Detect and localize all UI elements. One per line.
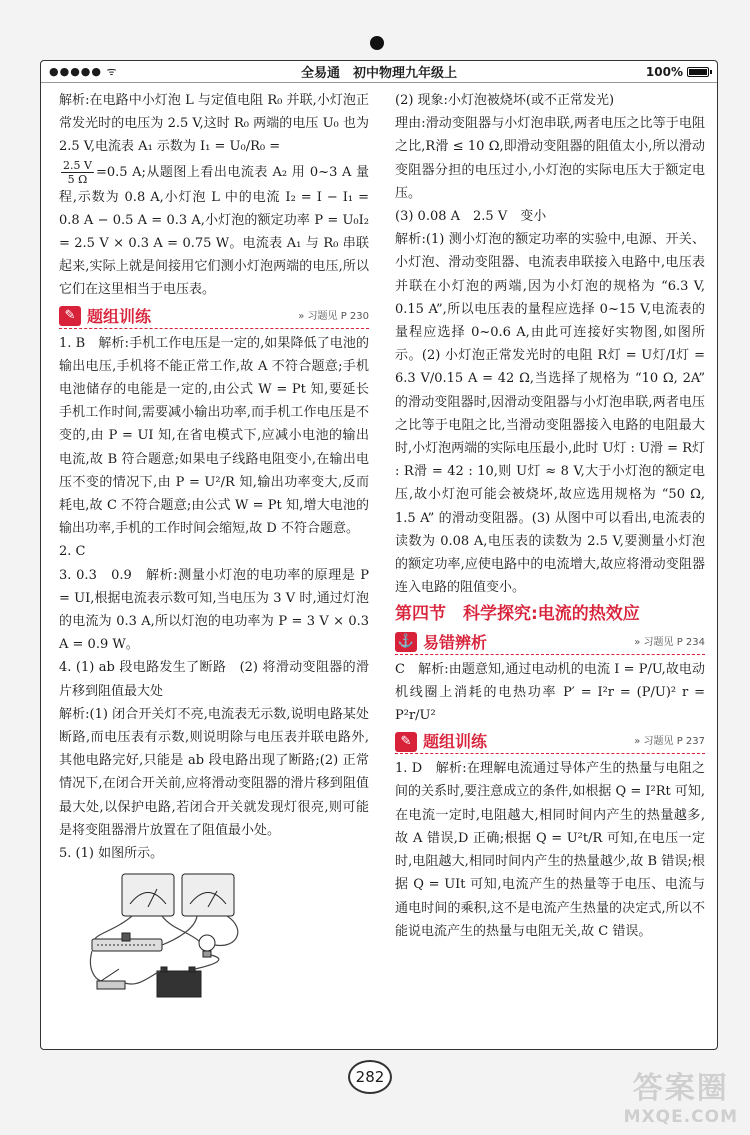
analysis-text-cont: =0.5 A;从题图上看出电流表 A₂ 用 0~3 A 量程,示数为 0.8 A,小灯泡 L 中的电流 I₂ = I − I₁ = 0.8 A − 0.5 A = 0.3 A,小灯泡的额定功率 P = U₀I₂ = 2.5 V × 0.3 A = 0.75 W。电流表 A₁ 与 R₀ 串联起来,实际上就是间接用它们测小灯泡两端的电压,所以它们在这里相当于电压表。 — [59, 164, 369, 298]
status-bar — [41, 61, 717, 83]
exercise-reference: » 习题见 P 230 — [298, 310, 369, 322]
watermark-logo: 答案圈 MXQE.COM — [623, 1071, 738, 1127]
section-title: 题组训练 — [87, 306, 152, 326]
section-title: 题组训练 — [423, 732, 488, 752]
section-header-errors — [395, 631, 705, 655]
page-number: 282 — [348, 1060, 392, 1094]
right-column — [395, 89, 705, 943]
analysis-paragraph — [59, 89, 369, 159]
voltmeter-icon — [122, 874, 174, 916]
practice-answer-1: 1. D 解析:在理解电流通过导体产生的热量与电阻之间的关系时,要注意成立的条件,如根据 Q = I²Rt 可知,在电流一定时,电阻越大,相同时间内产生的热量越多,故 A 错误,D 正确;根据 Q = U²t/R 可知,在电压一定时,电阻越大,相同时间内产生的热量越少,故 B 错误;根据 Q = UIt 可知,电流产生的热量等于电压、电流与通电时间的乘积,这不是电流产生热量的决定式,所以不能说电流产生的热量与电阻无关,故 C 错误。 — [395, 761, 705, 939]
battery-icon — [687, 67, 709, 77]
analysis-paragraph-cont — [59, 159, 369, 302]
battery-percent: 100% — [645, 64, 683, 79]
lightbulb-icon — [199, 935, 215, 957]
analysis-text: 解析:在电路中小灯泡 L 与定值电阻 R₀ 并联,小灯泡正常发光时的电压为 2.5 V,这时 R₀ 两端的电压 U₀ 也为 2.5 V,电流表 A₁ 示数为 I₁ = U₀/R₀ = — [59, 93, 369, 155]
pencil-icon: ✎ — [59, 306, 81, 326]
answer-5: 5. (1) 如图所示。 — [59, 846, 164, 862]
phenomenon: (2) 现象:小灯泡被烧坏(或不正常发光) — [395, 93, 615, 108]
answer-4-analysis: 解析:(1) 闭合开关灯不亮,电流表无示数,说明电路某处断路,而电压表有示数,则说明除与电压表并联电路外,其他电路完好,只能是 ab 段电路出现了断路;(2) 正常情况下,在闭合开关前,应将滑动变阻器的滑片移到阻值最大处,以保护电路,若闭合开关就发现灯很亮,则可能是将变阻器滑片放置在了阻值最小处。 — [59, 706, 369, 838]
switch-icon — [97, 969, 125, 989]
rheostat-icon — [92, 933, 162, 951]
exercise-reference: » 习题见 P 234 — [634, 636, 705, 648]
section-header-practice — [59, 305, 369, 329]
reason: 理由:滑动变阻器与小灯泡串联,两者电压之比等于电阻之比,R滑 ≤ 10 Ω,即滑动变阻器的阻值太小,所以滑动变阻器分担的电压过小,小灯泡的实际电压大于额定电压。 — [395, 116, 705, 201]
book-title: 全易通 初中物理九年级上 — [300, 66, 457, 81]
answer-2: 2. C — [59, 544, 86, 560]
answer-1: 1. B 解析:手机工作电压是一定的,如果降低了电池的输出电压,手机将不能正常工作,故 A 不符合题意;手机电池储存的电能是一定的,由公式 W = Pt 知,要延长手机工作时间,需要减小输出功率,而手机工作电压是不变的,由 P = UI 知,在省电模式下,应减小电池的输出电流,故 B 符合题意;如果电子线路电阻变小,在输出电压不变的情况下,由 P = U²/R 知,输出功率变大,反而耗电,故 C 不符合题意;由公式 W = Pt 知,增大电池的输出功率,手机的工作时间会缩短,故 D 不符合题意。 — [59, 335, 369, 537]
anchor-icon: ⚓ — [395, 632, 417, 652]
detailed-analysis: 解析:(1) 测小灯泡的额定功率的实验中,电源、开关、小灯泡、滑动变阻器、电流表串联接入电路中,电压表并联在小灯泡的两端,因为小灯泡的规格为 “6.3 V, 0.15 A”,所以电压表的量程应选择 0~15 V,电流表的量程应选择 0~0.6 A,由此可连接好实物图,如图所示。(2) 小灯泡正常发光时的电阻 R灯 = U灯/I灯 = 6.3 V/0.15 A = 42 Ω,当选择了规格为 “10 Ω, 2A” 的滑动变阻器时,因滑动变阻器与小灯泡串联,两者电压之比等于电阻之比,当滑动变阻器接入电路的电阻最大时,小灯泡两端的实际电压最小,此时 U灯 : U滑 = R灯 : R滑 = 42 : 10,则 U灯 ≈ 8 V,大于小灯泡的额定电压,故小灯泡可能会被烧坏,故应选用规格为 “50 Ω, 1.5 A” 的滑动变阻器。(3) 从图中可以看出,电流表的读数为 0.08 A,电压表的读数为 2.5 V,要测量小灯泡的额定功率,应使电路中的电流增大,故应将滑动变阻器连入电路的阻值变小。 — [395, 232, 705, 596]
answer-3-values: (3) 0.08 A 2.5 V 变小 — [395, 209, 547, 225]
answer-3: 3. 0.3 0.9 解析:测量小灯泡的电功率的原理是 P = UI,根据电流表示数可知,当电压为 3 V 时,通过灯泡的电流为 0.3 A,所以灯泡的电功率为 P = 3 V × 0.3 A = 0.9 W。 — [59, 567, 369, 653]
device-camera — [370, 36, 384, 50]
pencil-icon: ✎ — [395, 732, 417, 752]
signal-icon: ●●●●● ᯤ — [49, 65, 118, 78]
ammeter-icon — [182, 874, 234, 916]
section-header-practice-2 — [395, 730, 705, 754]
exercise-reference: » 习题见 P 237 — [634, 736, 705, 748]
chapter-title: 第四节 科学探究:电流的热效应 — [395, 604, 640, 625]
section-title: 易错辨析 — [423, 632, 488, 652]
error-answer: C 解析:由题意知,通过电动机的电流 I = P/U,故电动机线圈上消耗的电热功率 P′ = I²r = (P/U)² r = P²r/U² — [395, 661, 705, 724]
tablet-screen — [40, 60, 718, 1050]
circuit-diagram — [77, 869, 297, 1009]
battery-pack-icon — [157, 967, 201, 997]
fraction: $\frac{2.5 V}{5 \Omega}$ — [63, 158, 92, 186]
left-column — [59, 89, 369, 1018]
answer-4: 4. (1) ab 段电路发生了断路 (2) 将滑动变阻器的滑片移到阻值最大处 — [59, 660, 369, 699]
